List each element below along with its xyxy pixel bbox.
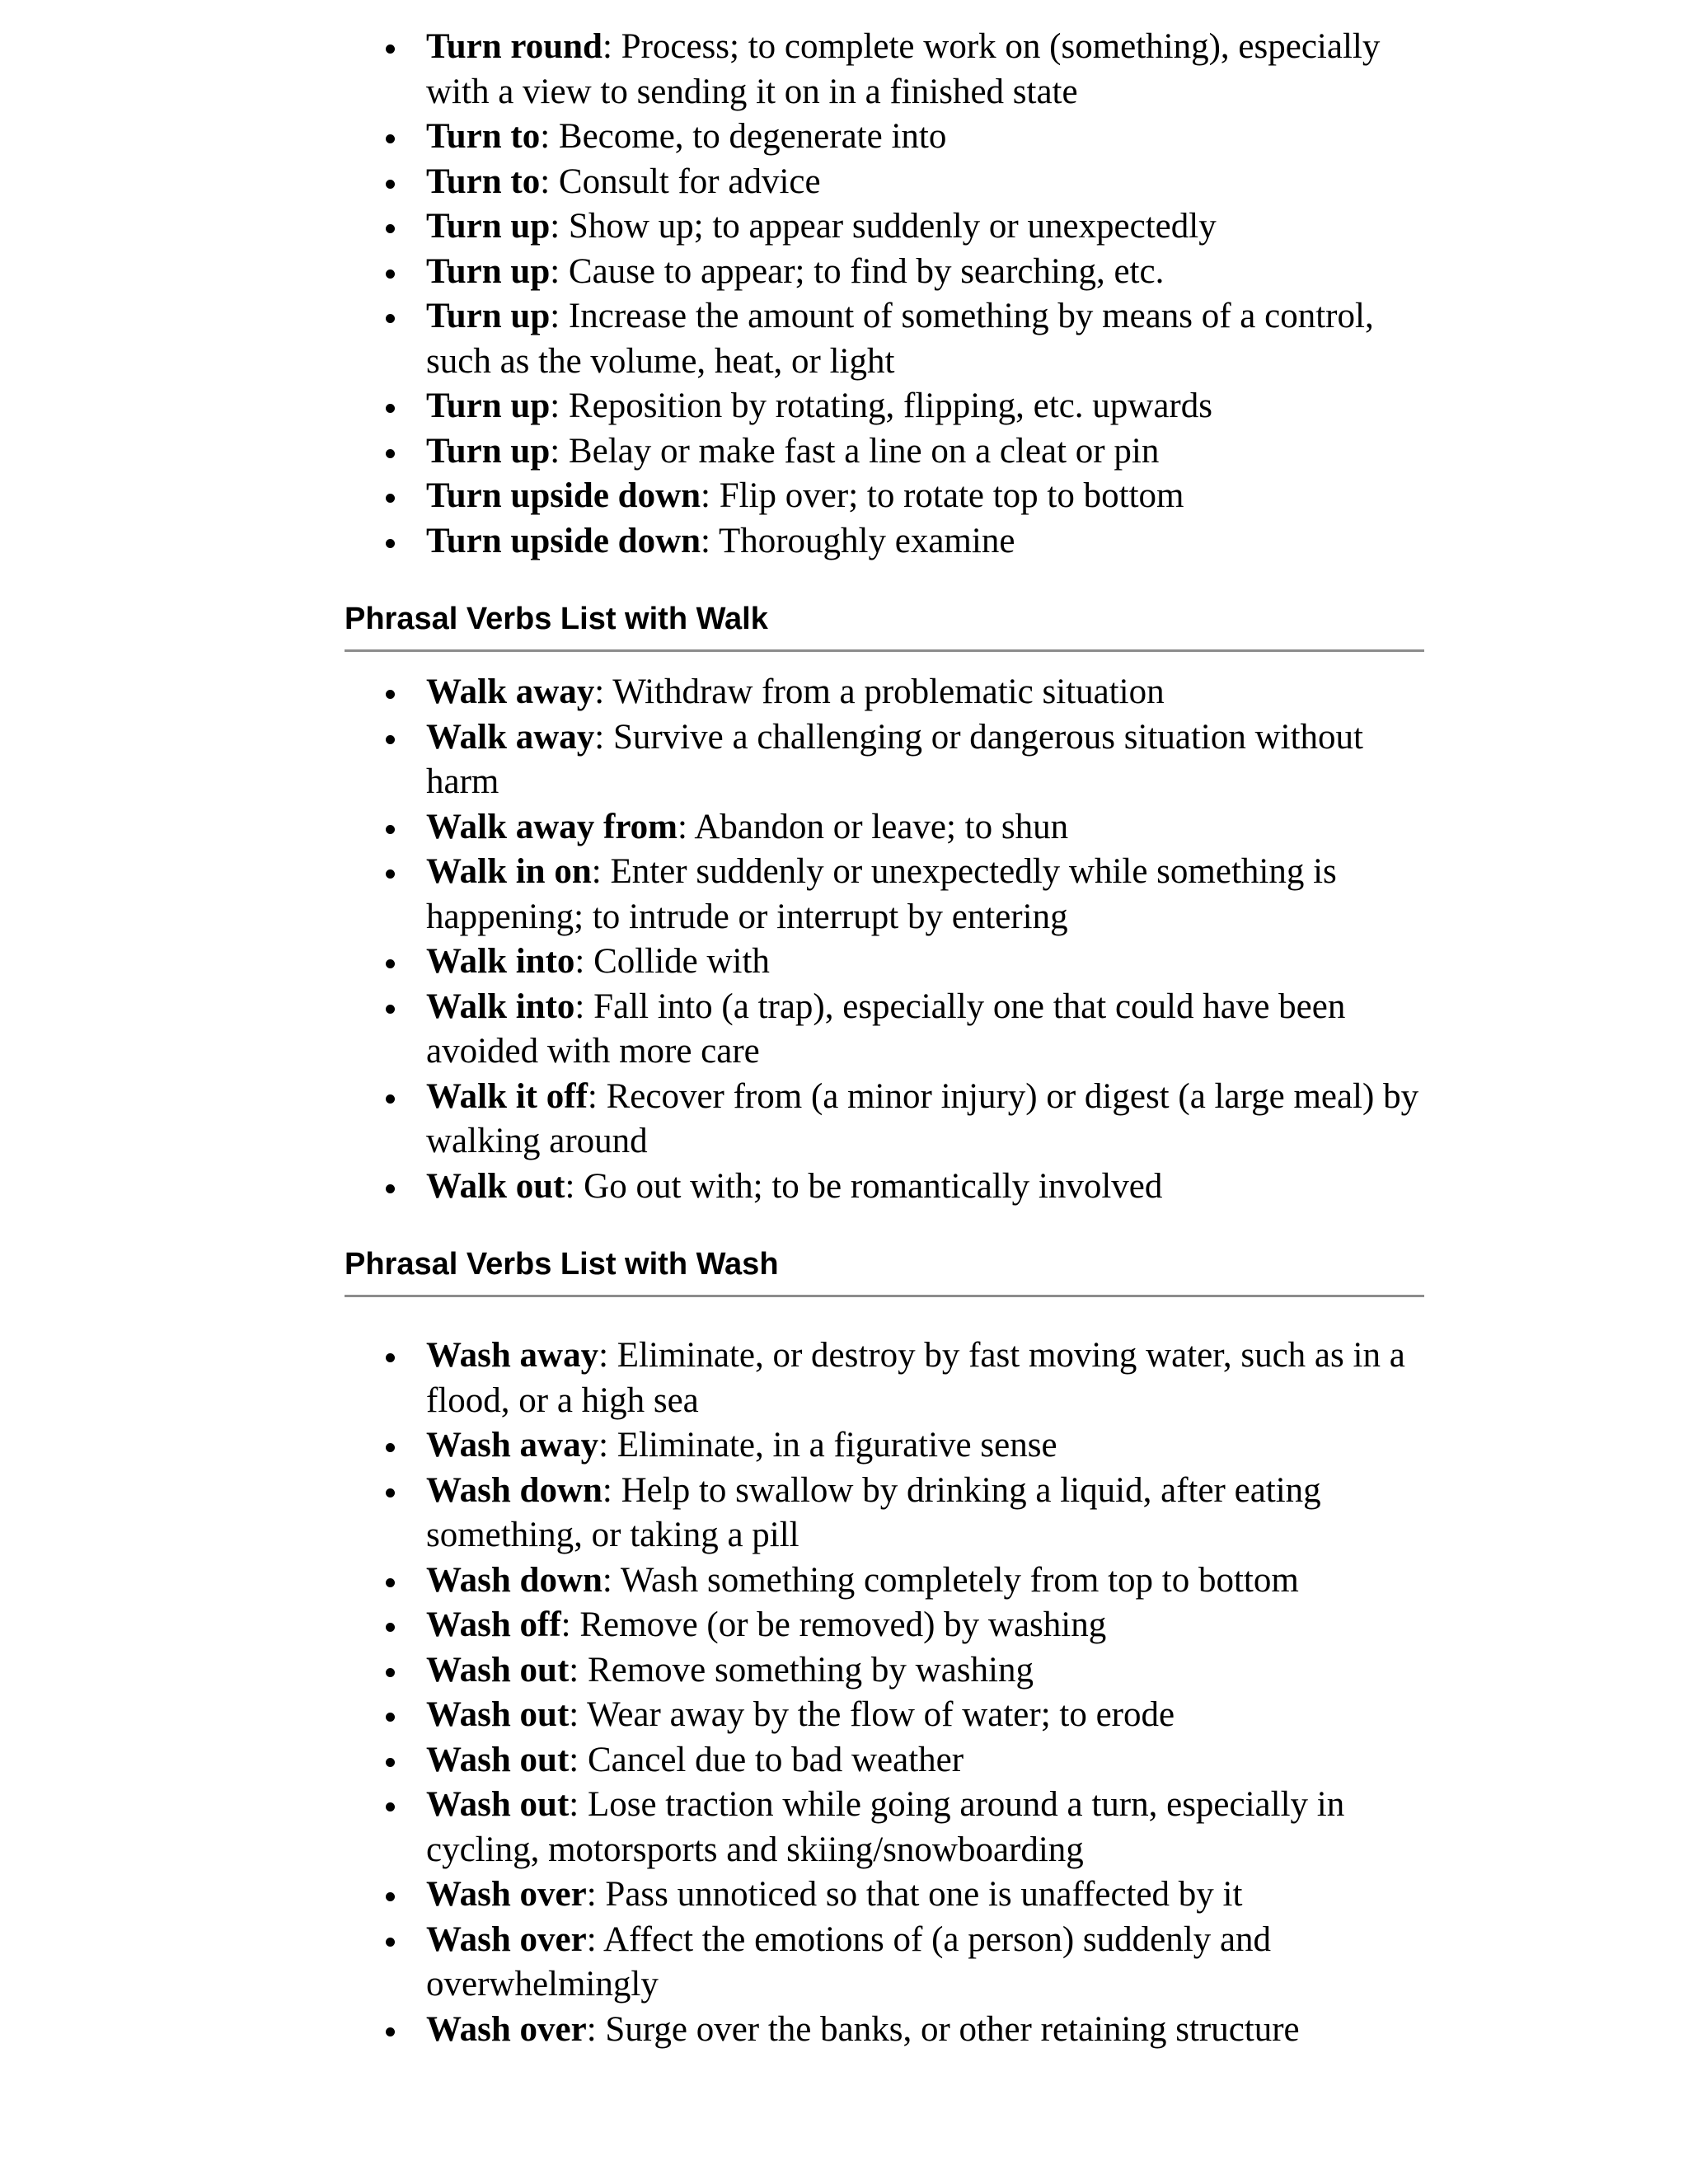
phrasal-verb-definition: : Wear away by the flow of water; to erode — [569, 1695, 1175, 1734]
phrasal-verb-definition: : Eliminate, or destroy by fast moving water, such as in a flood, or a high sea — [426, 1336, 1405, 1420]
list-item — [426, 204, 1424, 250]
phrasal-verb-term: Walk away — [426, 717, 595, 757]
list-item — [426, 1648, 1424, 1694]
list-item — [426, 384, 1424, 429]
list-item — [426, 1738, 1424, 1783]
phrasal-verb-term: Wash out — [426, 1695, 570, 1734]
list-item — [426, 1423, 1424, 1469]
phrasal-verb-term: Wash out — [426, 1650, 570, 1690]
phrasal-verb-definition: : Consult for advice — [540, 162, 821, 201]
list-item — [426, 474, 1424, 519]
walk-phrasal-verbs-list — [345, 670, 1424, 1209]
list-item — [426, 1558, 1424, 1604]
phrasal-verb-term: Turn to — [426, 117, 541, 156]
list-item — [426, 115, 1424, 160]
phrasal-verb-definition: : Help to swallow by drinking a liquid, after eating something, or taking a pill — [426, 1470, 1321, 1554]
list-item — [426, 429, 1424, 475]
list-item — [426, 985, 1424, 1075]
section-heading-wash: Phrasal Verbs List with Wash — [345, 1245, 1424, 1297]
list-item — [426, 1075, 1424, 1165]
phrasal-verb-definition: : Show up; to appear suddenly or unexpectedly — [550, 207, 1217, 246]
phrasal-verb-term: Walk into — [426, 987, 575, 1026]
list-item — [426, 940, 1424, 985]
phrasal-verb-definition: : Survive a challenging or dangerous situation without harm — [426, 717, 1363, 801]
phrasal-verb-definition: : Withdraw from a problematic situation — [594, 673, 1165, 711]
phrasal-verb-definition: : Cause to appear; to find by searching, etc. — [550, 251, 1165, 291]
phrasal-verb-term: Turn up — [426, 297, 551, 335]
phrasal-verb-term: Wash over — [426, 1919, 587, 1959]
list-item — [426, 1783, 1424, 1872]
phrasal-verb-term: Turn to — [426, 162, 541, 201]
phrasal-verb-definition: : Increase the amount of something by means of a control, such as the volume, heat, or light — [426, 297, 1374, 381]
section-heading-walk: Phrasal Verbs List with Walk — [345, 600, 1424, 652]
phrasal-verb-term: Turn up — [426, 251, 551, 291]
phrasal-verb-definition: : Remove (or be removed) by washing — [560, 1605, 1107, 1644]
phrasal-verb-definition: : Surge over the banks, or other retaining structure — [586, 2009, 1300, 2049]
phrasal-verb-definition: : Reposition by rotating, flipping, etc. upwards — [550, 387, 1212, 425]
phrasal-verb-term: Wash down — [426, 1470, 603, 1510]
phrasal-verb-definition: : Enter suddenly or unexpectedly while something is happening; to intrude or interrupt by entering — [426, 852, 1337, 936]
phrasal-verb-term: Wash off — [426, 1605, 561, 1644]
phrasal-verb-term: Wash away — [426, 1336, 599, 1375]
list-item — [426, 1872, 1424, 1918]
list-item — [426, 805, 1424, 851]
phrasal-verb-term: Turn upside down — [426, 476, 701, 515]
document-page — [345, 25, 1424, 2052]
phrasal-verb-definition: : Collide with — [574, 942, 770, 981]
list-item — [426, 670, 1424, 715]
phrasal-verb-term: Wash down — [426, 1560, 603, 1600]
phrasal-verb-definition: : Affect the emotions of (a person) suddenly and overwhelmingly — [426, 1919, 1272, 2004]
phrasal-verb-definition: : Recover from (a minor injury) or digest (a large meal) by walking around — [426, 1076, 1419, 1160]
list-item — [426, 519, 1424, 565]
phrasal-verb-definition: : Cancel due to bad weather — [569, 1740, 964, 1779]
phrasal-verb-term: Wash out — [426, 1785, 570, 1824]
phrasal-verb-term: Wash out — [426, 1740, 570, 1779]
list-item — [426, 1918, 1424, 2008]
phrasal-verb-term: Walk away from — [426, 807, 678, 846]
phrasal-verb-term: Walk it off — [426, 1076, 588, 1116]
phrasal-verb-definition: : Abandon or leave; to shun — [678, 807, 1069, 846]
list-item — [426, 1603, 1424, 1648]
phrasal-verb-term: Wash over — [426, 2009, 587, 2049]
list-item — [426, 1469, 1424, 1558]
list-item — [426, 850, 1424, 940]
phrasal-verb-definition: : Lose traction while going around a turn, especially in cycling, motorsports and skiing/snowboarding — [426, 1785, 1345, 1869]
phrasal-verb-definition: : Flip over; to rotate top to bottom — [701, 476, 1184, 515]
turn-phrasal-verbs-list — [345, 25, 1424, 564]
phrasal-verb-definition: : Fall into (a trap), especially one that could have been avoided with more care — [426, 987, 1346, 1071]
phrasal-verb-definition: : Eliminate, in a figurative sense — [598, 1426, 1057, 1465]
phrasal-verb-definition: : Wash something completely from top to bottom — [602, 1560, 1299, 1600]
list-item — [426, 25, 1424, 115]
phrasal-verb-term: Walk in on — [426, 852, 592, 891]
phrasal-verb-term: Turn up — [426, 387, 551, 425]
phrasal-verb-definition: : Become, to degenerate into — [540, 117, 947, 156]
list-item — [426, 1333, 1424, 1423]
list-item — [426, 160, 1424, 205]
phrasal-verb-term: Wash away — [426, 1426, 599, 1465]
phrasal-verb-term: Turn upside down — [426, 521, 701, 560]
phrasal-verb-definition: : Thoroughly examine — [701, 521, 1015, 560]
phrasal-verb-term: Walk away — [426, 673, 595, 711]
phrasal-verb-definition: : Belay or make fast a line on a cleat or pin — [550, 431, 1160, 471]
phrasal-verb-term: Walk out — [426, 1166, 565, 1206]
phrasal-verb-definition: : Go out with; to be romantically involved — [565, 1166, 1163, 1206]
phrasal-verb-term: Wash over — [426, 1875, 587, 1914]
list-item — [426, 715, 1424, 805]
phrasal-verb-definition: : Remove something by washing — [569, 1650, 1034, 1690]
phrasal-verb-definition: : Pass unnoticed so that one is unaffected by it — [586, 1875, 1243, 1914]
list-item — [426, 294, 1424, 384]
phrasal-verb-term: Turn up — [426, 207, 551, 246]
phrasal-verb-term: Turn round — [426, 27, 603, 66]
phrasal-verb-term: Walk into — [426, 942, 575, 981]
list-item — [426, 1693, 1424, 1738]
list-item — [426, 250, 1424, 295]
list-item — [426, 1165, 1424, 1210]
phrasal-verb-definition: : Process; to complete work on (something), especially with a view to sending it on in a finished state — [426, 27, 1381, 111]
list-item — [426, 2008, 1424, 2053]
phrasal-verb-term: Turn up — [426, 431, 551, 471]
wash-phrasal-verbs-list — [345, 1333, 1424, 2052]
